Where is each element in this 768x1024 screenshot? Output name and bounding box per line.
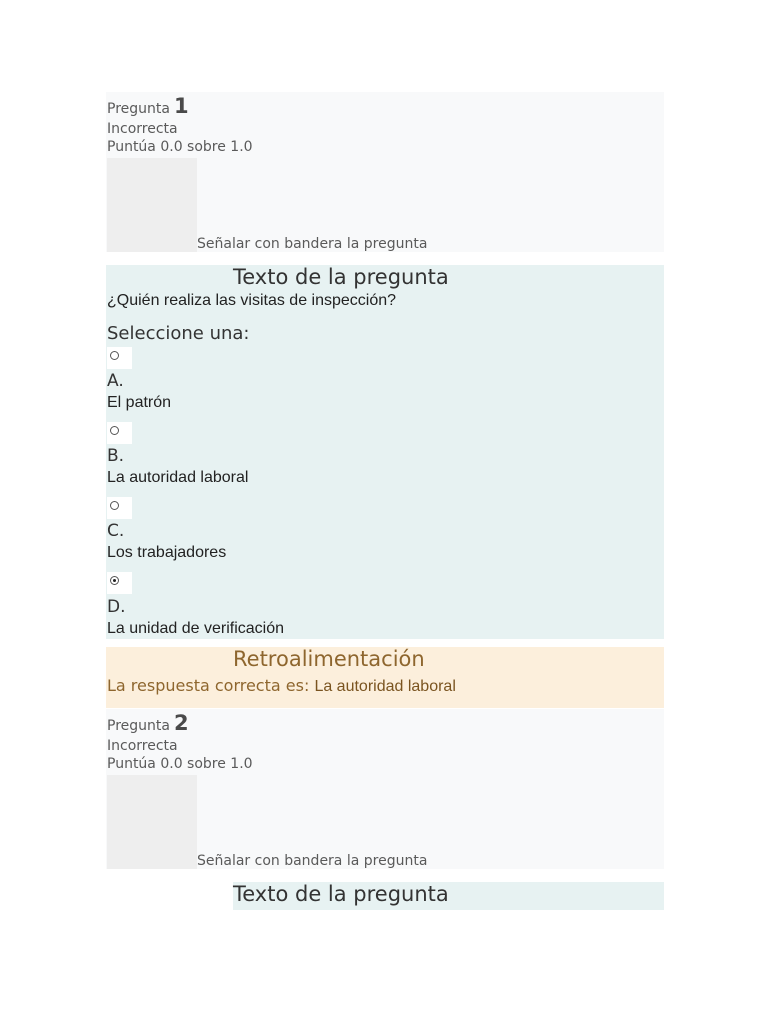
option-a-radio[interactable] — [107, 347, 132, 369]
flag-icon[interactable] — [107, 775, 197, 869]
radio-icon — [110, 351, 119, 360]
question-1-info — [106, 92, 664, 252]
question-1-title — [107, 94, 189, 118]
question-state: Incorrecta — [107, 738, 178, 754]
option-d-text[interactable]: La unidad de verificación — [107, 620, 285, 637]
correct-answer-prefix: La respuesta correcta es: — [107, 676, 310, 695]
question-label: Pregunta — [107, 718, 170, 734]
option-b-radio[interactable] — [107, 422, 132, 444]
question-number: 1 — [173, 94, 189, 118]
option-c-radio[interactable] — [107, 497, 132, 519]
radio-icon — [110, 501, 119, 510]
feedback-heading: Retroalimentación — [233, 647, 425, 671]
option-a-letter: A. — [107, 371, 124, 391]
question-2-info — [106, 709, 664, 869]
option-a-text[interactable]: El patrón — [107, 394, 172, 411]
question-2-title — [107, 711, 189, 735]
question-grade: Puntúa 0.0 sobre 1.0 — [107, 139, 253, 155]
option-b-letter: B. — [107, 446, 125, 466]
option-b-text[interactable]: La autoridad laboral — [107, 469, 249, 486]
question-text: ¿Quién realiza las visitas de inspección? — [107, 292, 397, 309]
option-d-radio[interactable] — [107, 572, 132, 594]
correct-answer-text: La autoridad laboral — [314, 678, 456, 695]
question-state: Incorrecta — [107, 121, 178, 137]
question-label: Pregunta — [107, 101, 170, 117]
correct-answer-line — [107, 676, 456, 696]
select-one-label: Seleccione una: — [107, 323, 250, 344]
option-c-letter: C. — [107, 521, 125, 541]
radio-selected-icon — [110, 576, 119, 585]
question-text-heading: Texto de la pregunta — [233, 882, 449, 906]
question-number: 2 — [173, 711, 189, 735]
option-d-letter: D. — [107, 597, 126, 617]
flag-question-link[interactable]: Señalar con bandera la pregunta — [197, 853, 428, 869]
radio-icon — [110, 426, 119, 435]
question-grade: Puntúa 0.0 sobre 1.0 — [107, 756, 253, 772]
option-c-text[interactable]: Los trabajadores — [107, 544, 227, 561]
flag-question-link[interactable]: Señalar con bandera la pregunta — [197, 236, 428, 252]
flag-icon[interactable] — [107, 158, 197, 252]
question-text-heading: Texto de la pregunta — [233, 265, 449, 289]
question-1-content — [106, 265, 664, 639]
